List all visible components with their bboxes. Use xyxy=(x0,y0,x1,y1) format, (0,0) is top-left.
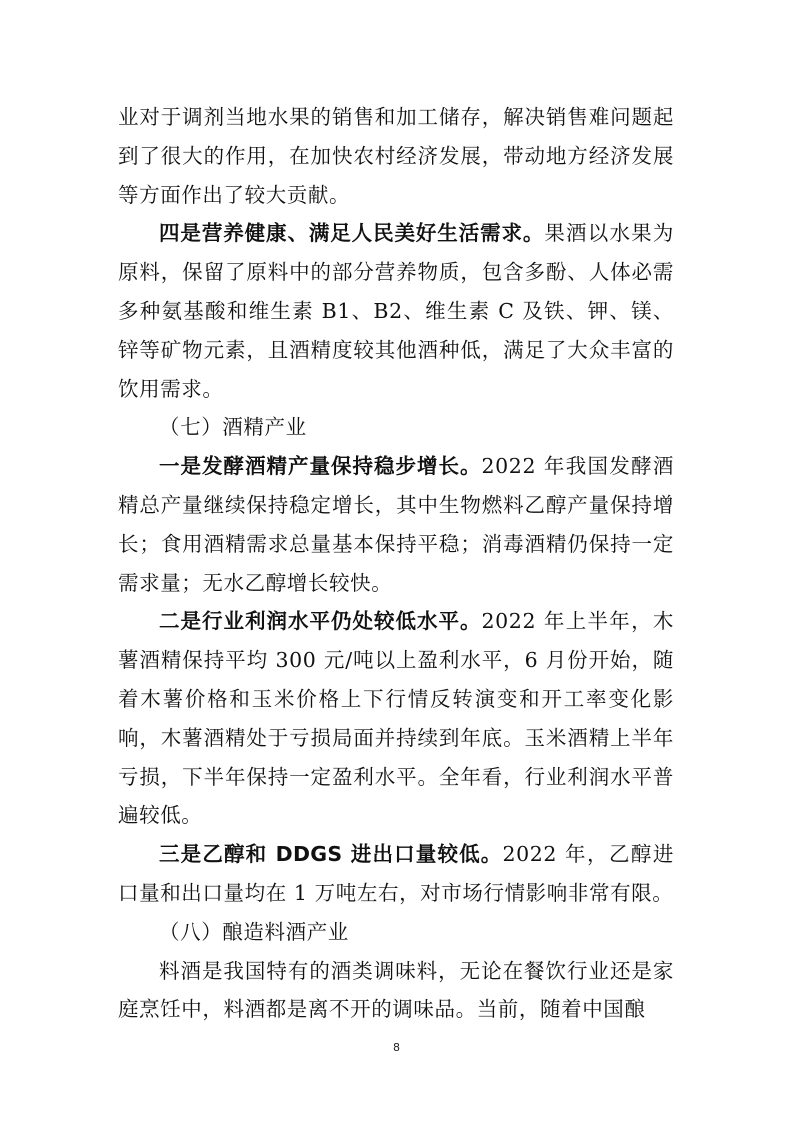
paragraph-point-one xyxy=(118,447,674,602)
paragraph-lead: 一是发酵酒精产量保持稳步增长。 xyxy=(159,454,482,479)
paragraph-lead: 二是行业利润水平仍处较低水平。 xyxy=(159,609,482,634)
paragraph-text: 业对于调剂当地水果的销售和加工储存，解决销售难问题起到了很大的作用，在加快农村经济发展，带动地方经济发展等方面作出了较大贡献。 xyxy=(118,105,674,207)
section-heading-cooking-wine xyxy=(118,913,674,952)
paragraph-text: 2022 年，乙醇进口量和出口量均在 1 万吨左右，对市场行情影响非常有限。 xyxy=(118,842,674,905)
document-body xyxy=(118,98,674,1029)
paragraph-text: 果酒以水果为原料，保留了原料中的部分营养物质，包含多酚、人体必需多种氨基酸和维生素 B1、B2、维生素 C 及铁、钾、镁、锌等矿物元素，且酒精度较其他酒种低，满足了大众丰富的饮用需求。 xyxy=(118,221,674,401)
paragraph-text: 2022 年上半年，木薯酒精保持平均 300 元/吨以上盈利水平，6 月份开始，随着木薯价格和玉米价格上下行情反转演变和开工率变化影响，木薯酒精处于亏损局面并持续到年底。玉米酒精上半年亏损，下半年保持一定盈利水平。全年看，行业利润水平普遍较低。 xyxy=(118,609,675,828)
section-heading-text: （八）酿造料酒产业 xyxy=(159,919,349,944)
paragraph-body xyxy=(118,952,674,1030)
paragraph-point-three xyxy=(118,835,674,913)
paragraph-point-two xyxy=(118,602,674,835)
paragraph-text: 2022 年我国发酵酒精总产量继续保持稳定增长，其中生物燃料乙醇产量保持增长；食用酒精需求总量基本保持平稳；消毒酒精仍保持一定需求量；无水乙醇增长较快。 xyxy=(118,454,675,595)
section-heading-alcohol xyxy=(118,408,674,447)
paragraph-text: 料酒是我国特有的酒类调味料，无论在餐饮行业还是家庭烹饪中，料酒都是离不开的调味品。当前，随着中国酿 xyxy=(118,958,674,1022)
paragraph-point-four xyxy=(118,214,674,408)
section-heading-text: （七）酒精产业 xyxy=(159,415,307,440)
paragraph-lead: 四是营养健康、满足人民美好生活需求。 xyxy=(159,221,545,246)
paragraph-continuation xyxy=(118,98,674,214)
page-number: 8 xyxy=(393,1041,400,1054)
paragraph-lead: 三是乙醇和 DDGS 进出口量较低。 xyxy=(159,842,503,867)
